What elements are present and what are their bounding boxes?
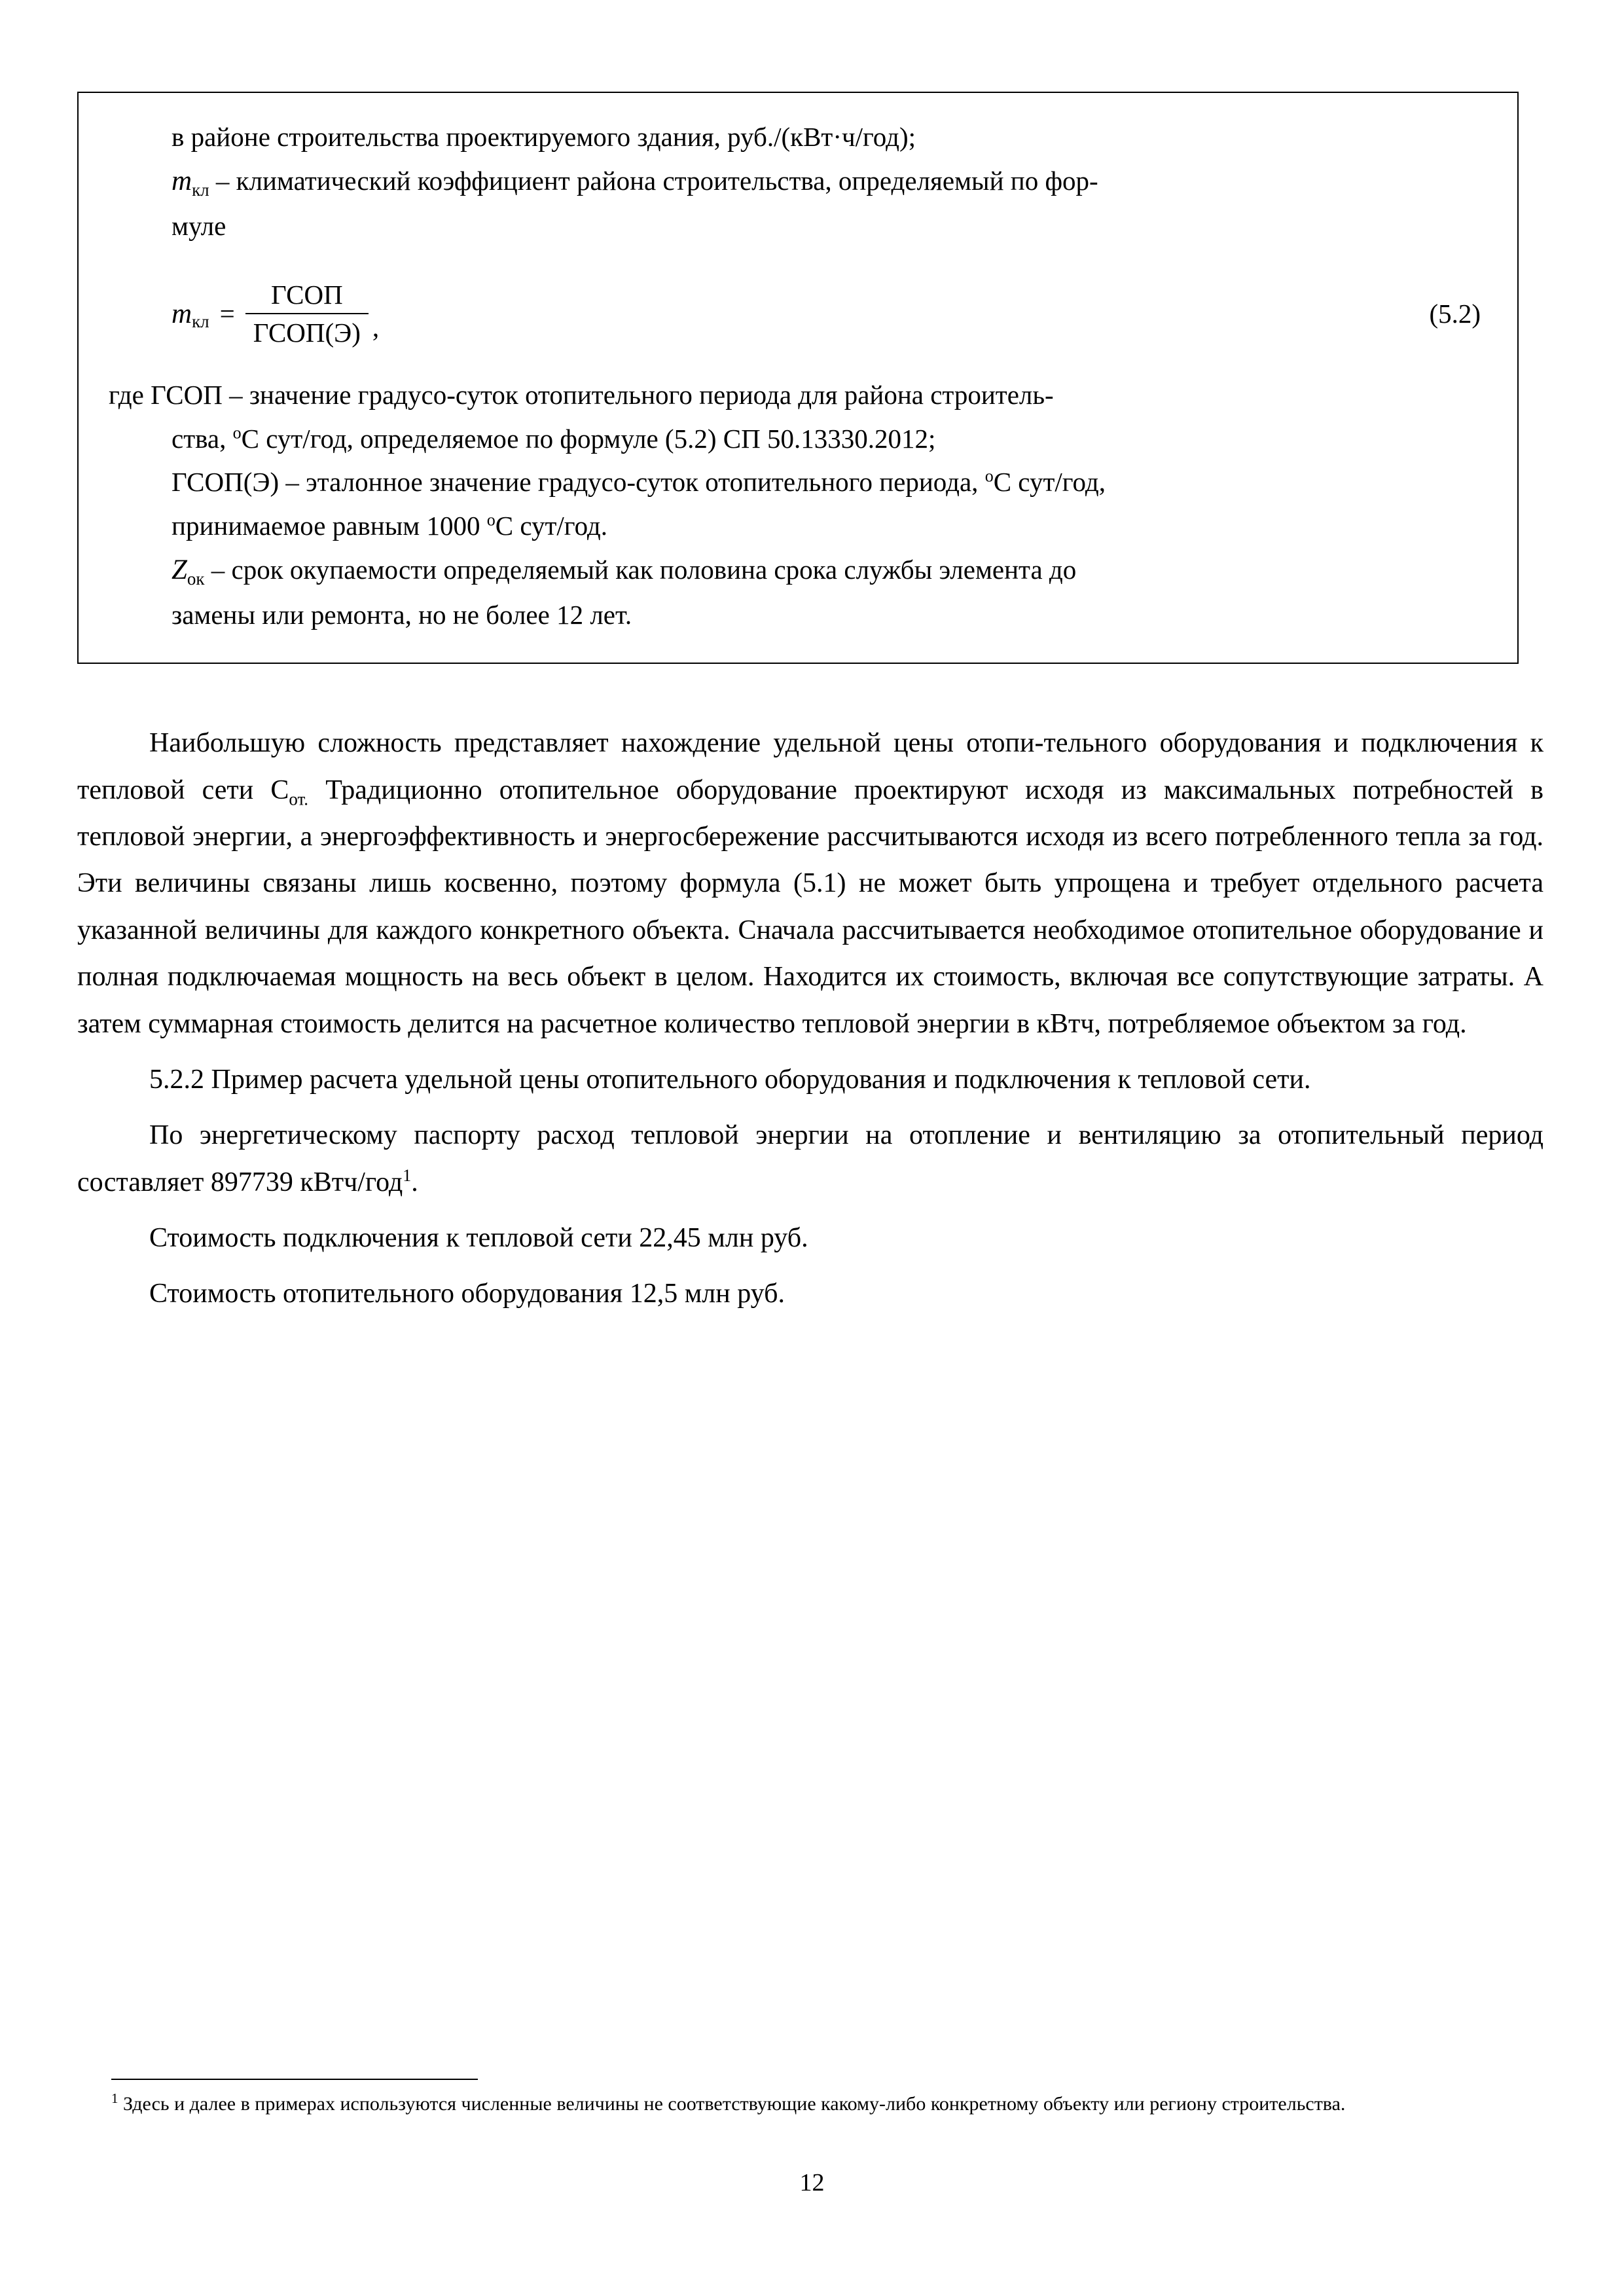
definition-gsop-cont-b: С сут/год, определяемое по формуле (5.2) СП 50.13330.2012; (241, 423, 936, 454)
subscript-ot: от. (289, 788, 309, 809)
formula-fraction (245, 279, 369, 348)
degree-symbol-2: о (984, 466, 994, 486)
definition-gsop-e-a: ГСОП(Э) – эталонное значение градусо-суток отопительного периода, (171, 467, 985, 498)
paragraph-2: 5.2.2 Пример расчета удельной цены отопительного оборудования и подключения к тепловой сети. (149, 1064, 1311, 1095)
degree-symbol-1: о (232, 423, 242, 443)
variable-z-subscript: ок (187, 569, 205, 589)
paragraph-3-part-b: . (411, 1167, 418, 1197)
variable-m: m (171, 166, 192, 197)
formula-expression (171, 279, 379, 348)
definition-gsop-e-line-1 (109, 460, 1487, 503)
definition-gsop-line-1 (109, 373, 1487, 416)
formula-number: (5.2) (1429, 299, 1481, 329)
definition-zok-line-2: замены или ремонта, но не более 12 лет. (171, 599, 632, 630)
paragraph-3 (77, 1112, 1543, 1206)
page-content (77, 92, 1543, 1318)
paragraph-5: Стоимость отопительного оборудования 12,5 млн руб. (149, 1279, 785, 1309)
paragraph-1 (77, 720, 1543, 1048)
formula-numerator: ГСОП (270, 280, 343, 310)
definition-gsop-cont-a: ства, (171, 423, 233, 454)
footnote-marker: 1 (111, 2090, 118, 2106)
page-number: 12 (799, 2169, 825, 2196)
definition-gsop-e-line-2 (109, 504, 1487, 547)
variable-m-subscript: кл (192, 180, 209, 200)
body-text (77, 720, 1543, 1318)
formula-denominator: ГСОП(Э) (245, 313, 369, 348)
definition-gsop-prefix: где ГСОП (109, 380, 223, 410)
definition-gsop-e-cont-b: С сут/год. (495, 510, 608, 541)
framed-line-3: муле (171, 211, 226, 242)
definition-gsop-e-cont-a: принимаемое равным 1000 (171, 510, 487, 541)
framed-line-2-text: – климатический коэффициент района строительства, определяемый по фор- (209, 166, 1098, 196)
framed-definition-block (77, 92, 1519, 664)
definition-zok-line-1 (109, 547, 1487, 593)
formula-5-2 (109, 264, 1487, 363)
framed-line-1: в районе строительства проектируемого здания, руб./(кВт·ч/год); (171, 122, 916, 152)
definition-gsop-line-2 (109, 417, 1487, 460)
paragraph-4: Стоимость подключения к тепловой сети 22,45 млн руб. (149, 1223, 808, 1254)
variable-z: Z (171, 555, 187, 586)
footnote-separator (111, 2079, 478, 2080)
formula-variable-m: m (171, 298, 192, 329)
paragraph-1-part-a: Наибольшую сложность представляет нахождение удельной цены отопи-тельного оборудования и подключения к тепловой сети С (77, 728, 1543, 805)
degree-symbol-3: о (486, 510, 496, 530)
definition-zok-text: – срок окупаемости определяемый как половина срока службы элемента до (204, 555, 1077, 585)
footnote-text (111, 2090, 1499, 2119)
footnote-reference: 1 (403, 1165, 412, 1185)
formula-equals-sign: = (219, 299, 235, 329)
footnote-block (111, 2079, 1499, 2119)
framed-line-2 (109, 158, 1487, 204)
formula-variable-subscript: кл (192, 311, 209, 331)
paragraph-3-part-a: По энергетическому паспорту расход тепловой энергии на отопление и вентиляцию за отопительный период составляет 897739 кВтч/год (77, 1120, 1543, 1197)
definition-gsop-text: – значение градусо-суток отопительного периода для района строитель- (222, 380, 1054, 410)
formula-comma: , (372, 312, 380, 343)
footnote-body: Здесь и далее в примерах используются численные величины не соответствующие какому-либо конкретному объекту или региону строительства. (118, 2093, 1346, 2115)
definition-gsop-e-b: С сут/год, (993, 467, 1106, 498)
paragraph-1-part-b: Традиционно отопительное оборудование проектируют исходя из максимальных потребностей в тепловой энергии, а энергоэффективность и энергосбережение рассчитываются исходя из всего потребленного тепла за год. Эти величины связаны лишь косвенно, поэтому формула (5.1) не может быть упрощена и требует отдельного расчета указанной величины для каждого конкретного объекта. Сначала рассчитывается необходимое отопительное оборудование и полная подключаемая мощность на весь объект в целом. Находится их стоимость, включая все сопутствующие затраты. А затем суммарная стоимость делится на расчетное количество тепловой энергии в кВтч, потребляемое объектом за год. (77, 774, 1543, 1039)
